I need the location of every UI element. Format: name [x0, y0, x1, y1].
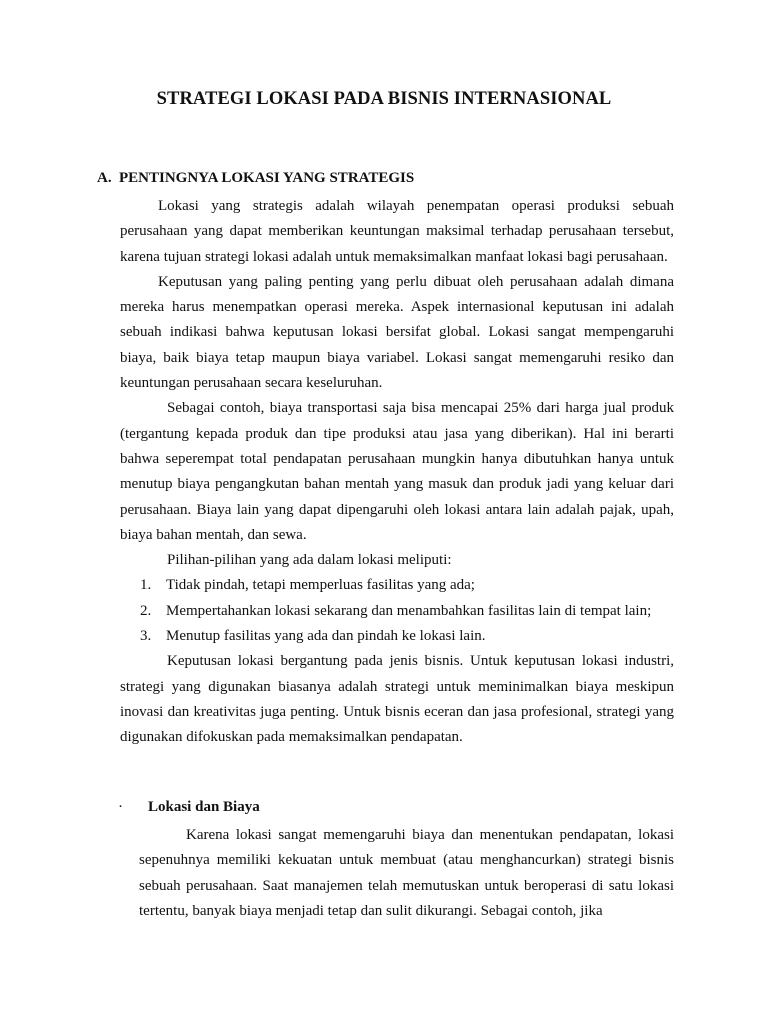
paragraph: Pilihan-pilihan yang ada dalam lokasi meliputi:	[167, 552, 452, 569]
list-item-text: Mempertahankan lokasi sekarang dan menambahkan fasilitas lain di tempat lain;	[166, 602, 652, 619]
paragraph: Sebagai contoh, biaya transportasi saja bisa mencapai 25% dari harga jual produk (tergantung kepada produk dan tipe produksi atau jasa yang diberikan). Hal ini berarti bahwa seperempat total pendapatan perusahaan mungkin hanya dibutuhkan hanya untuk menutup biaya pengangkutan bahan mentah yang masuk dan produk jadi yang keluar dari perusahaan. Biaya lain yang dapat dipengaruhi oleh lokasi antara lain adalah pajak, upah, biaya bahan mentah, dan sewa.	[120, 400, 674, 543]
paragraph: Keputusan yang paling penting yang perlu dibuat oleh perusahaan adalah dimana mereka harus menempatkan operasi mereka. Aspek internasional keputusan ini adalah sebuah indikasi bahwa keputusan lokasi bersifat global. Lokasi sangat mempengaruhi biaya, baik biaya tetap maupun biaya variabel. Lokasi sangat memengaruhi resiko dan keuntungan perusahaan secara keseluruhan.	[120, 273, 674, 392]
document-title: STRATEGI LOKASI PADA BISNIS INTERNASIONAL	[156, 89, 612, 109]
list-item-number: 3.	[140, 628, 152, 645]
list-item-number: 1.	[140, 577, 152, 594]
paragraph: Lokasi yang strategis adalah wilayah penempatan operasi produksi sebuah perusahaan yang dapat memberikan keuntungan maksimal terhadap perusahaan tersebut, karena tujuan strategi lokasi adalah untuk memaksimalkan manfaat lokasi bagi perusahaan.	[120, 198, 674, 265]
subsection-heading-text: Lokasi dan Biaya	[148, 799, 260, 815]
section-a-body	[120, 194, 674, 751]
section-a-heading-text: PENTINGNYA LOKASI YANG STRATEGIS	[119, 170, 415, 186]
section-a-heading	[97, 170, 414, 187]
paragraph: Keputusan lokasi bergantung pada jenis bisnis. Untuk keputusan lokasi industri, strategi yang digunakan biasanya adalah strategi untuk meminimalkan biaya meskipun inovasi dan kreativitas juga penting. Untuk bisnis eceran dan jasa profesional, strategi yang digunakan difokuskan pada memaksimalkan pendapatan.	[120, 653, 674, 746]
list-item	[120, 599, 674, 624]
list-item-number: 2.	[140, 602, 152, 619]
subsection-body	[139, 823, 674, 924]
bullet-icon: ·	[118, 799, 123, 815]
options-list	[120, 573, 674, 649]
list-item-text: Menutup fasilitas yang ada dan pindah ke lokasi lain.	[166, 628, 486, 645]
list-item-text: Tidak pindah, tetapi memperluas fasilitas yang ada;	[166, 577, 475, 594]
subsection-heading	[118, 799, 260, 816]
paragraph: Karena lokasi sangat memengaruhi biaya dan menentukan pendapatan, lokasi sepenuhnya memiliki kekuatan untuk membuat (atau menghancurkan) strategi bisnis sebuah perusahaan. Saat manajemen telah memutuskan untuk beroperasi di satu lokasi tertentu, banyak biaya menjadi tetap dan sulit dikurangi. Sebagai contoh, jika	[139, 827, 674, 919]
list-item	[120, 573, 674, 598]
list-item	[120, 624, 674, 649]
section-a-marker: A.	[97, 170, 112, 186]
